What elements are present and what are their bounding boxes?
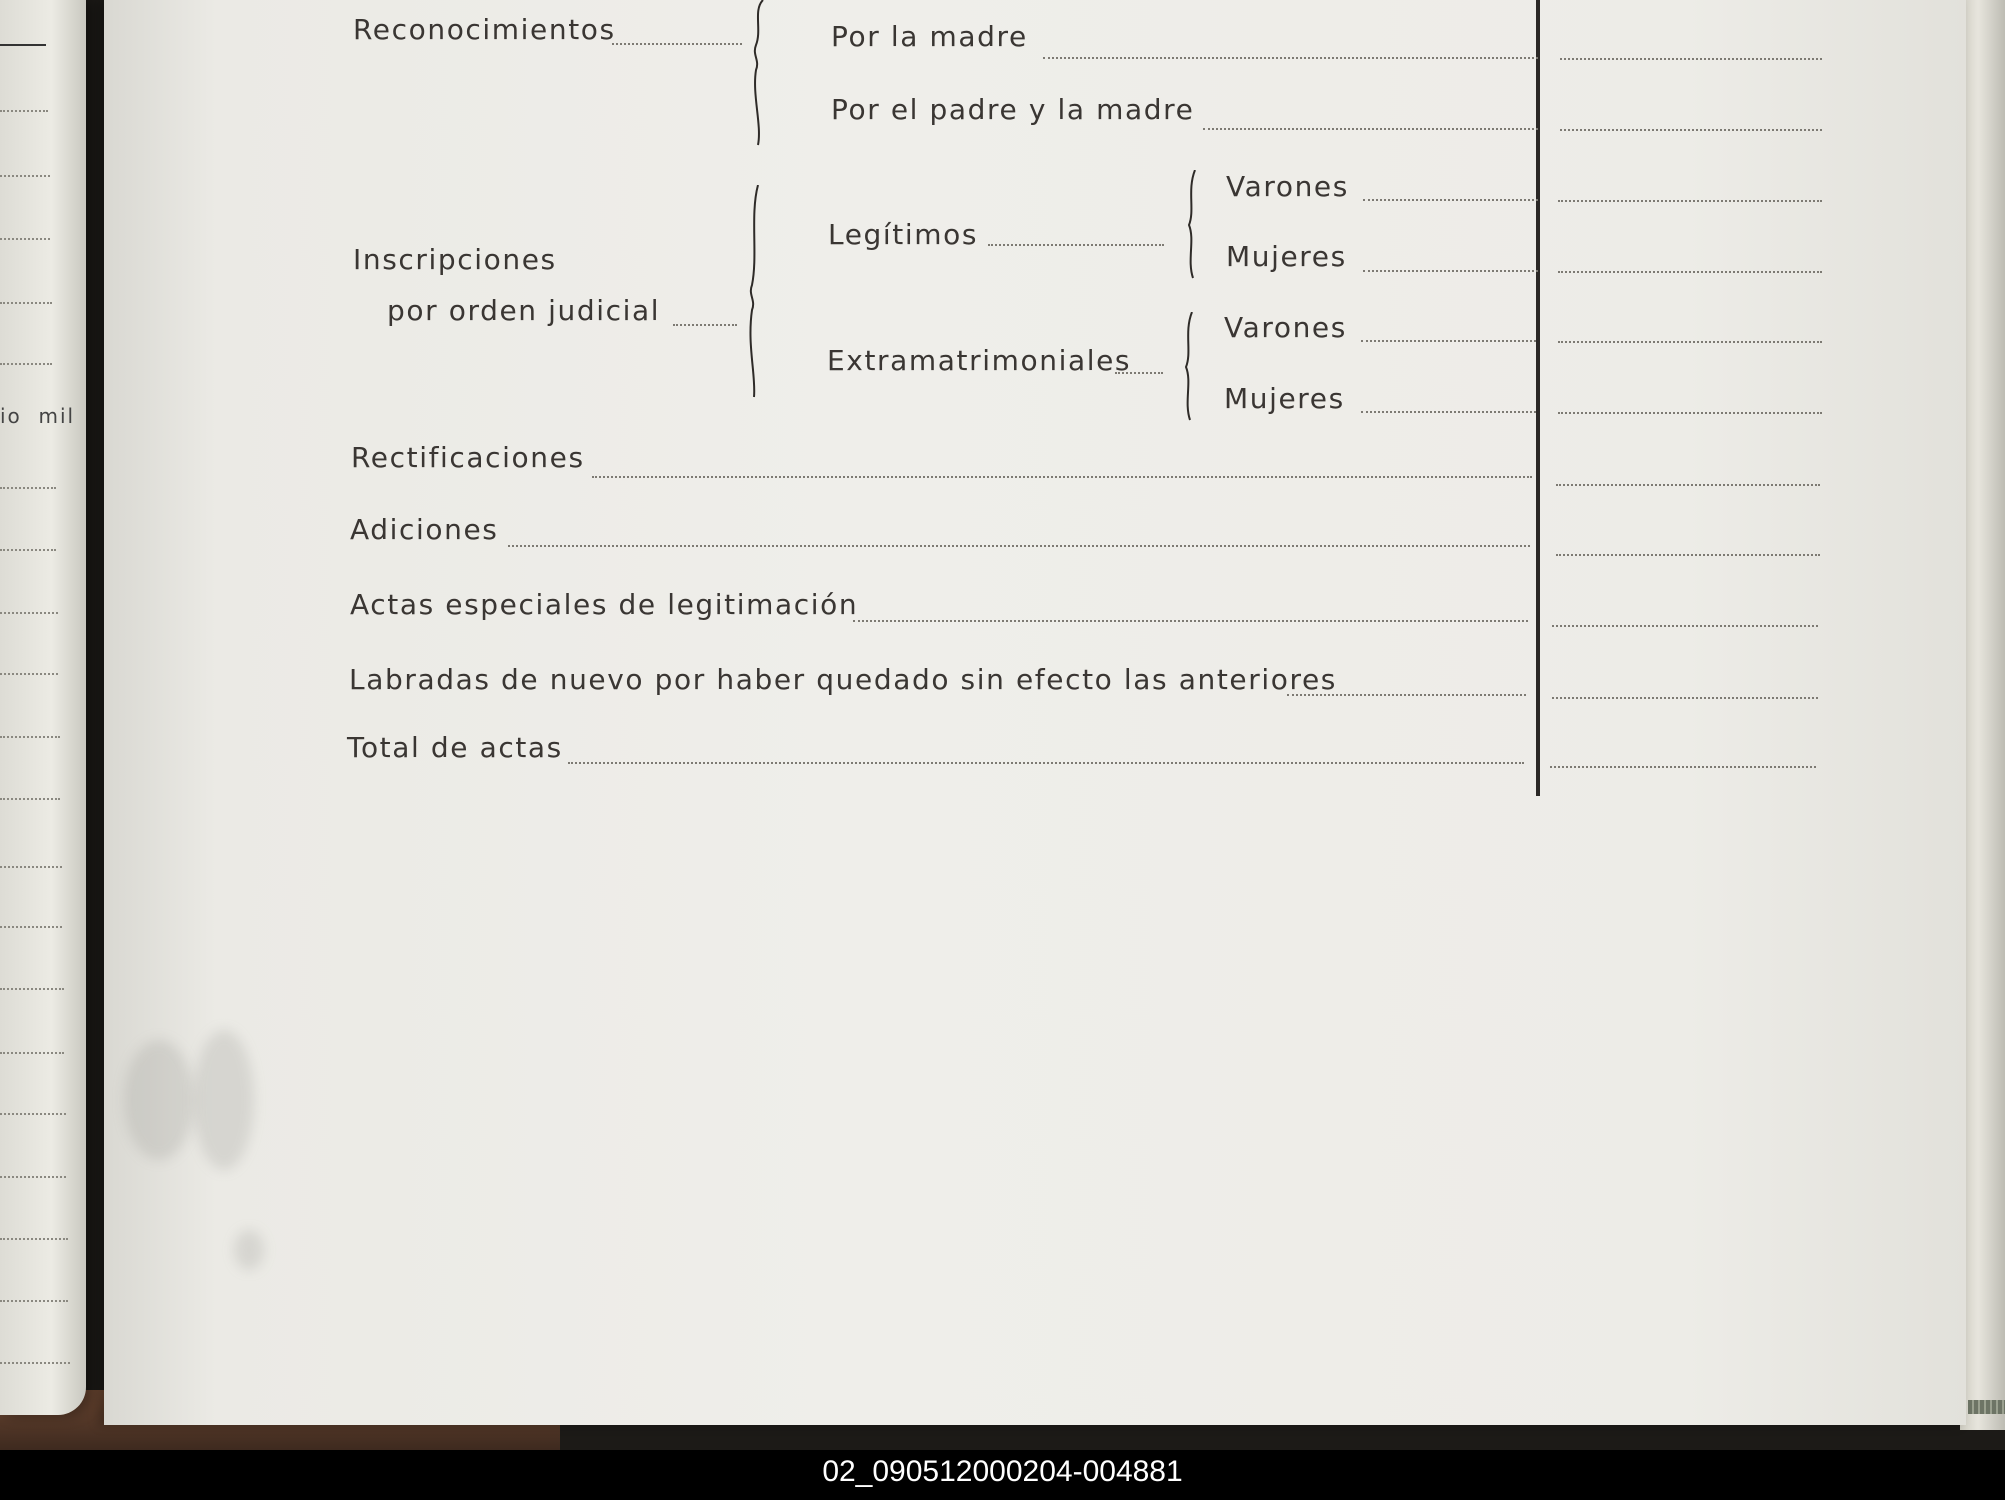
left-dotted-line	[0, 1300, 68, 1302]
dotted-line	[612, 43, 742, 45]
dotted-line	[1115, 372, 1163, 374]
label-inscripciones: Inscripciones	[353, 243, 557, 276]
label-total-de-actas: Total de actas	[347, 731, 563, 764]
left-dotted-line	[0, 673, 58, 675]
left-dotted-line	[0, 988, 64, 990]
answer-line-por-la-madre	[1560, 58, 1822, 60]
label-por-la-madre: Por la madre	[831, 20, 1028, 53]
left-dotted-line	[0, 1362, 70, 1364]
answer-line-por-el-padre-y-la-madre	[1560, 129, 1822, 131]
brace-reconocimientos	[748, 0, 768, 150]
image-code-label: 02_090512000204-004881	[822, 1455, 1183, 1488]
label-extramatrimoniales: Extramatrimoniales	[827, 344, 1132, 377]
dotted-line	[1287, 694, 1526, 696]
left-dotted-line	[0, 612, 58, 614]
label-legitimos-mujeres: Mujeres	[1226, 240, 1347, 273]
label-reconocimientos: Reconocimientos	[353, 13, 616, 46]
page-stack-edge	[1960, 0, 2005, 1430]
answer-line-extramatrimoniales-varones	[1558, 341, 1822, 343]
left-dotted-line	[0, 110, 48, 112]
left-dotted-line	[0, 736, 60, 738]
dotted-line	[1363, 270, 1538, 272]
label-adiciones: Adiciones	[350, 513, 499, 546]
left-dotted-line	[0, 1238, 68, 1240]
label-por-orden-judicial: por orden judicial	[387, 294, 661, 327]
left-dotted-line	[0, 549, 56, 551]
left-page-rule	[0, 44, 46, 46]
form-page	[104, 0, 1966, 1425]
left-dotted-line	[0, 238, 50, 240]
answer-line-actas-especiales	[1552, 625, 1818, 627]
label-legitimos: Legítimos	[828, 218, 979, 251]
page-smudge	[124, 1040, 194, 1160]
column-divider-rule	[1536, 0, 1540, 796]
left-dotted-line	[0, 1113, 66, 1115]
answer-line-extramatrimoniales-mujeres	[1558, 412, 1822, 414]
label-actas-especiales-de-legitimacion: Actas especiales de legitimación	[350, 588, 859, 621]
answer-line-adiciones	[1556, 554, 1820, 556]
left-dotted-line	[0, 487, 56, 489]
previous-page	[0, 0, 86, 1415]
left-dotted-line	[0, 798, 60, 800]
answer-line-total-de-actas	[1550, 766, 1816, 768]
cover-fabric-strip	[1968, 1400, 2005, 1414]
label-rectificaciones: Rectificaciones	[351, 441, 585, 474]
left-dotted-line	[0, 926, 62, 928]
brace-legitimos	[1183, 170, 1203, 280]
dotted-line	[592, 476, 1532, 478]
label-labradas-de-nuevo: Labradas de nuevo por haber quedado sin efecto las anteriores	[349, 663, 1337, 696]
answer-line-rectificaciones	[1556, 484, 1820, 486]
label-legitimos-varones: Varones	[1226, 170, 1349, 203]
left-page-text: io mil	[0, 404, 76, 428]
dotted-line	[1043, 57, 1538, 59]
dotted-line	[673, 324, 737, 326]
brace-inscripciones	[744, 185, 768, 400]
dotted-line	[1361, 340, 1536, 342]
left-dotted-line	[0, 866, 62, 868]
dotted-line	[1363, 199, 1538, 201]
dotted-line	[988, 244, 1164, 246]
answer-line-legitimos-mujeres	[1558, 271, 1822, 273]
left-dotted-line	[0, 363, 52, 365]
left-dotted-line	[0, 175, 50, 177]
label-por-el-padre-y-la-madre: Por el padre y la madre	[831, 93, 1195, 126]
answer-line-labradas	[1552, 697, 1818, 699]
left-dotted-line	[0, 302, 52, 304]
left-dotted-line	[0, 1052, 64, 1054]
label-extramatrimoniales-varones: Varones	[1224, 311, 1347, 344]
answer-line-legitimos-varones	[1558, 200, 1822, 202]
dotted-line	[1361, 411, 1536, 413]
dotted-line	[508, 545, 1530, 547]
left-dotted-line	[0, 1176, 66, 1178]
label-extramatrimoniales-mujeres: Mujeres	[1224, 382, 1345, 415]
brace-extramatrimoniales	[1180, 312, 1200, 422]
page-smudge	[194, 1030, 254, 1170]
dotted-line	[853, 620, 1528, 622]
dotted-line	[1203, 128, 1538, 130]
page-smudge	[234, 1230, 264, 1270]
dotted-line	[568, 762, 1524, 764]
